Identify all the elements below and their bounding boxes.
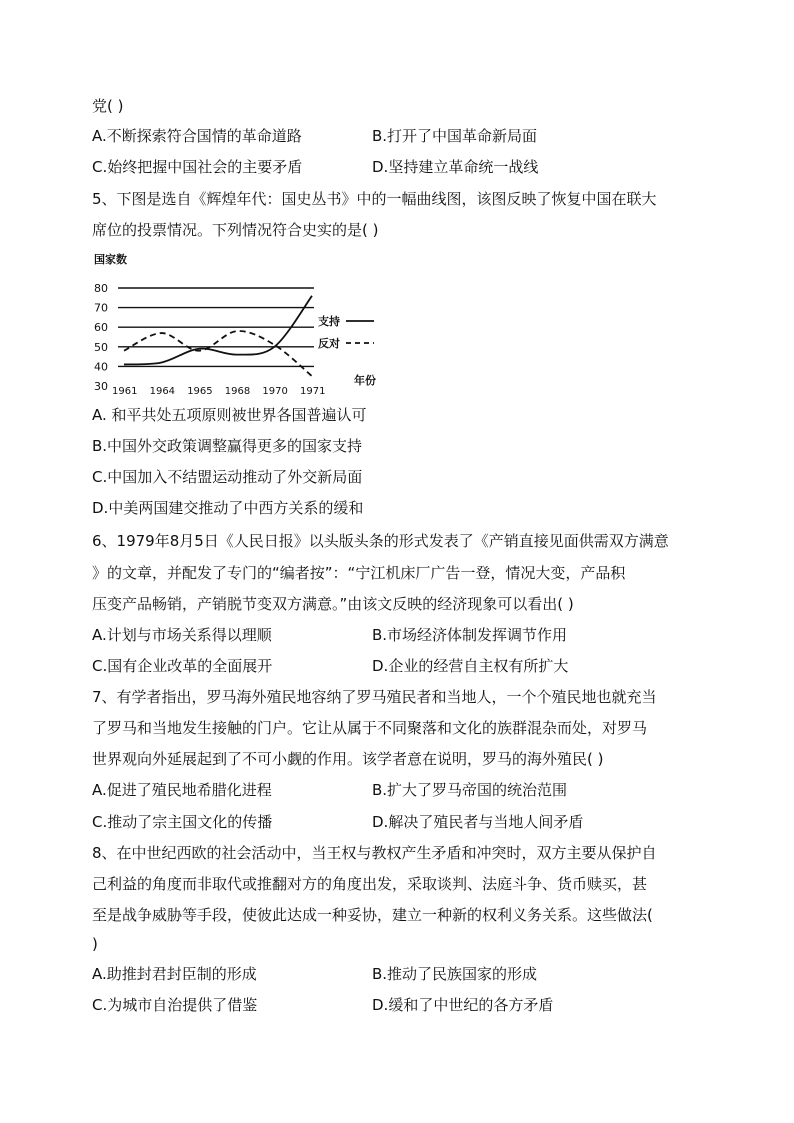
chart-xlabel: 年份 bbox=[354, 374, 376, 387]
q8-option-b[interactable]: B.推动了民族国家的形成 bbox=[372, 965, 538, 983]
q5-stem-line2: 席位的投票情况。下列情况符合史实的是( ) bbox=[92, 221, 379, 239]
q7-stem-line1: 7、有学者指出，罗马海外殖民地容纳了罗马殖民者和当地人，一个个殖民地也就充当 bbox=[92, 688, 657, 706]
q7-option-d[interactable]: D.解决了殖民者与当地人间矛盾 bbox=[372, 813, 584, 831]
x-tick-label: 1961 bbox=[112, 386, 138, 397]
q4-tail: 党( ) bbox=[92, 97, 124, 115]
q5-option-b[interactable]: B.中国外交政策调整赢得更多的国家支持 bbox=[92, 437, 363, 455]
q5-option-c[interactable]: C.中国加入不结盟运动推动了外交新局面 bbox=[92, 468, 363, 486]
chart-x-ticks bbox=[112, 386, 325, 397]
chart-legend bbox=[318, 314, 374, 350]
q8-option-d[interactable]: D.缓和了中世纪的各方矛盾 bbox=[372, 996, 554, 1014]
q6-option-d[interactable]: D.企业的经营自主权有所扩大 bbox=[372, 657, 569, 675]
y-tick-label: 80 bbox=[94, 282, 108, 295]
q4-option-a[interactable]: A.不断探索符合国情的革命道路 bbox=[92, 127, 302, 145]
y-tick-label: 40 bbox=[94, 360, 108, 374]
q5-option-d[interactable]: D.中美两国建交推动了中西方关系的缓和 bbox=[92, 499, 364, 517]
q6-stem-line2: 》的文章，并配发了专门的“编者按”：“宁江机床厂广告一登，情况大变，产品积 bbox=[92, 564, 626, 582]
y-tick-label: 70 bbox=[94, 301, 108, 315]
x-tick-label: 1971 bbox=[300, 386, 326, 397]
y-tick-label: 60 bbox=[94, 321, 108, 335]
q7-option-b[interactable]: B.扩大了罗马帝国的统治范围 bbox=[372, 781, 568, 799]
q6-option-c[interactable]: C.国有企业改革的全面展开 bbox=[92, 657, 273, 675]
q8-stem-line2: 己利益的角度而非取代或推翻对方的角度出发，采取谈判、法庭斗争、货币赎买，甚 bbox=[92, 875, 648, 893]
q5-stem-line1: 5、下图是选自《辉煌年代：国史丛书》中的一幅曲线图，该图反映了恢复中国在联大 bbox=[92, 190, 657, 208]
q5-option-a[interactable]: A. 和平共处五项原则被世界各国普遍认可 bbox=[92, 406, 367, 424]
x-tick-label: 1968 bbox=[224, 386, 251, 397]
chart-y-ticks bbox=[94, 282, 108, 393]
legend-label: 支持 bbox=[318, 315, 340, 328]
q4-option-c[interactable]: C.始终把握中国社会的主要矛盾 bbox=[92, 158, 303, 176]
q8-stem-line4: ) bbox=[92, 935, 98, 953]
q4-option-d[interactable]: D.坚持建立革命统一战线 bbox=[372, 158, 539, 176]
q8-stem-line1: 8、在中世纪西欧的社会活动中，当王权与教权产生矛盾和冲突时，双方主要从保护自 bbox=[92, 844, 657, 862]
x-tick-label: 1970 bbox=[262, 386, 288, 397]
q7-stem-line2: 了罗马和当地发生接触的门户。它让从属于不同聚落和文化的族群混杂而处，对罗马 bbox=[92, 719, 648, 737]
q7-option-c[interactable]: C.推动了宗主国文化的传播 bbox=[92, 813, 273, 831]
q4-option-b[interactable]: B.打开了中国革命新局面 bbox=[372, 127, 538, 145]
q8-stem-line3: 至是战争威胁等手段，使彼此达成一种妥协，建立一种新的权利义务关系。这些做法( bbox=[92, 906, 653, 924]
series-line-支持 bbox=[124, 296, 312, 365]
q6-stem-line3: 压变产品畅销，产销脱节变双方满意。”由该文反映的经济现象可以看出( ) bbox=[92, 595, 574, 613]
q7-stem-line3: 世界观向外延展起到了不可小觑的作用。该学者意在说明，罗马的海外殖民( ) bbox=[92, 750, 604, 768]
q8-option-a[interactable]: A.助推封君封臣制的形成 bbox=[92, 965, 257, 983]
x-tick-label: 1965 bbox=[187, 386, 213, 397]
x-tick-label: 1964 bbox=[149, 386, 176, 397]
y-tick-label: 30 bbox=[94, 380, 108, 393]
q6-stem-line1: 6、1979年8月5日《人民日报》以头版头条的形式发表了《产销直接见面供需双方满意 bbox=[92, 532, 669, 550]
q6-option-a[interactable]: A.计划与市场关系得以理顺 bbox=[92, 626, 272, 644]
vote-line-chart bbox=[92, 250, 392, 402]
chart-gridlines bbox=[118, 288, 314, 366]
q8-option-c[interactable]: C.为城市自治提供了借鉴 bbox=[92, 996, 258, 1014]
q7-option-a[interactable]: A.促进了殖民地希腊化进程 bbox=[92, 781, 272, 799]
q6-option-b[interactable]: B.市场经济体制发挥调节作用 bbox=[372, 626, 568, 644]
chart-ylabel: 国家数 bbox=[94, 253, 127, 266]
y-tick-label: 50 bbox=[94, 340, 108, 354]
legend-label: 反对 bbox=[318, 337, 340, 350]
